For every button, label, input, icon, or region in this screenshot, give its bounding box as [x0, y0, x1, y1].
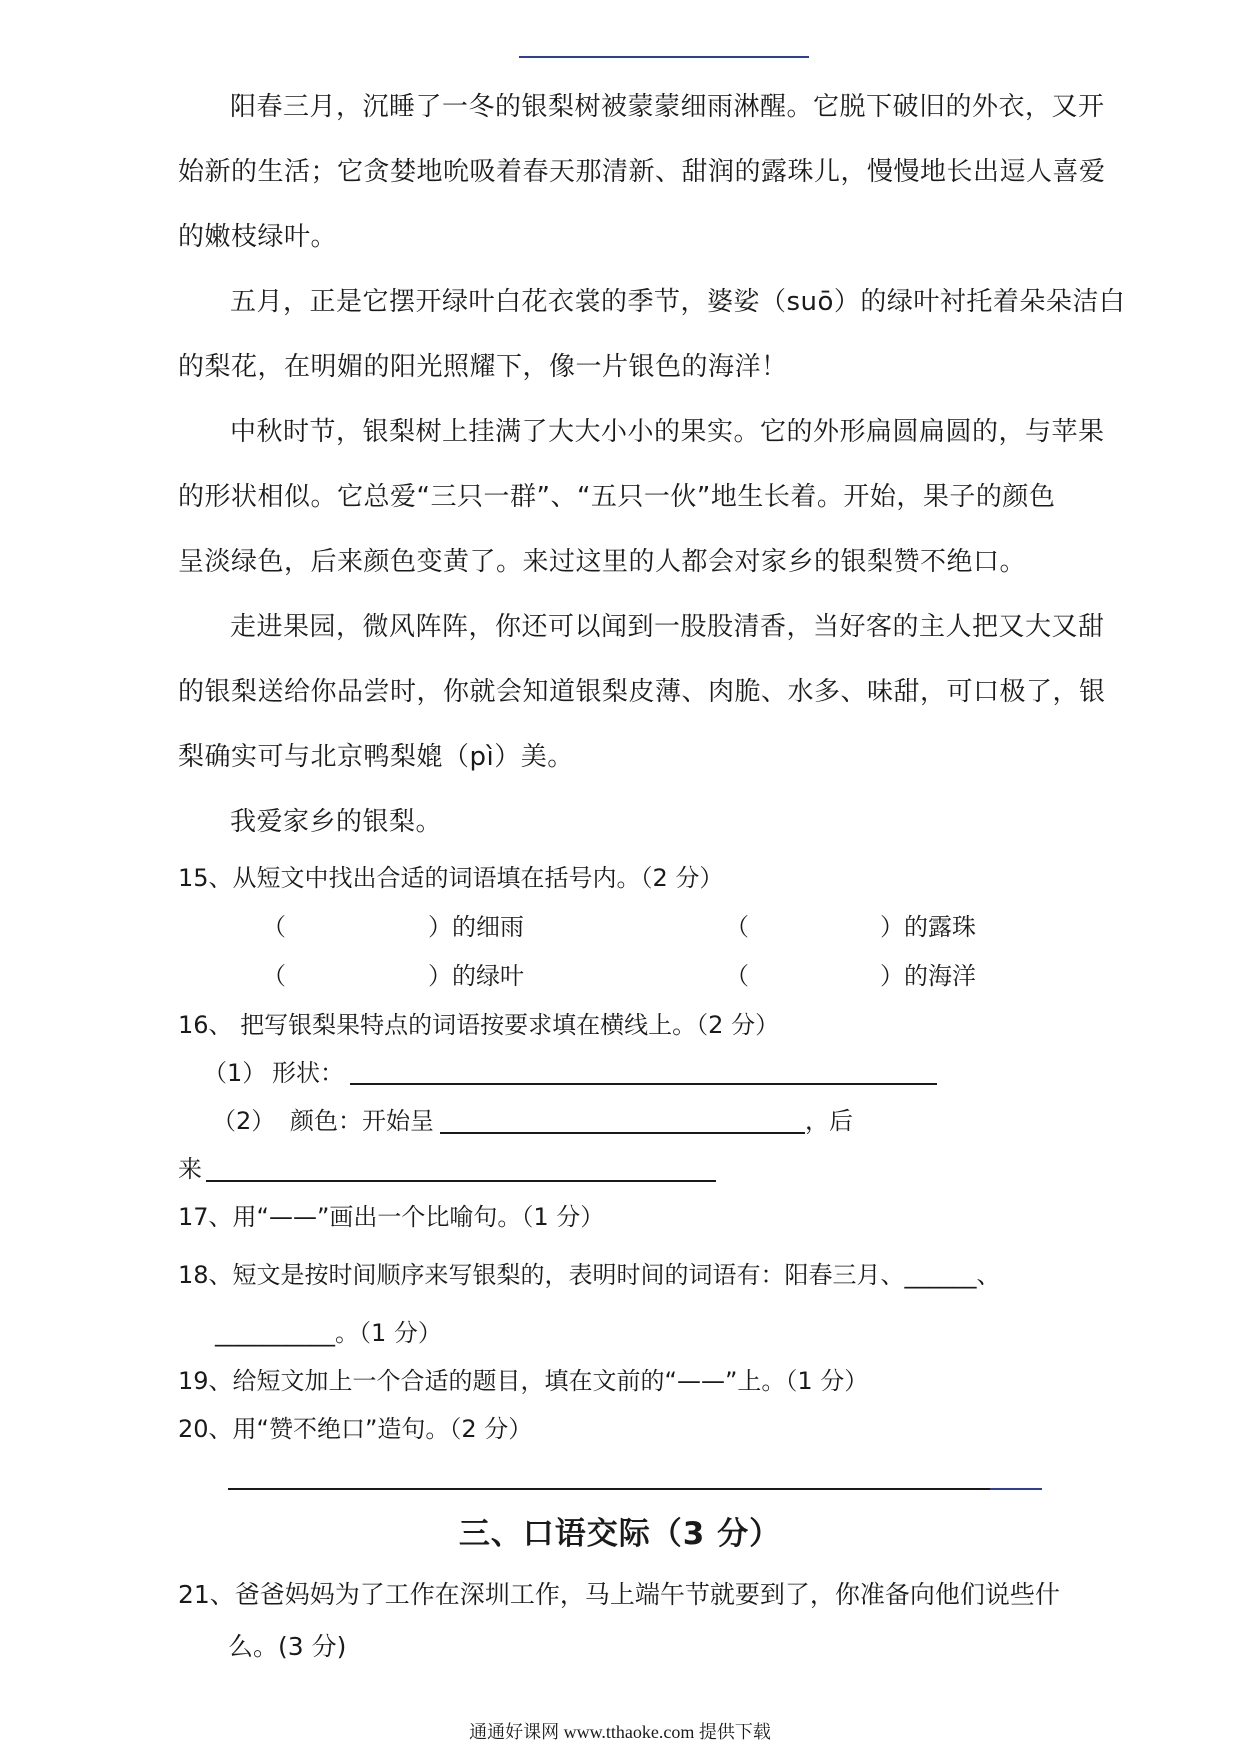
q16-shape-answer-line[interactable] — [350, 1083, 937, 1085]
question-18: 18、短文是按时间顺序来写银梨的，表明时间的词语有：阳春三月、______、 — [178, 1261, 1001, 1289]
q16-color-later-answer-line[interactable] — [206, 1180, 716, 1182]
q20-answer-line[interactable] — [228, 1488, 990, 1490]
question-17: 17、用“——”画出一个比喻句。（1 分） — [178, 1203, 605, 1231]
q20-answer-line-end — [990, 1488, 1042, 1490]
passage-line-5: 的梨花，在明媚的阳光照耀下，像一片银色的海洋！ — [178, 352, 788, 382]
passage-line-3: 的嫩枝绿叶。 — [178, 222, 338, 252]
q16-item2-end: 来 — [178, 1155, 202, 1183]
q15-blank-open-2: （ — [725, 913, 749, 941]
passage-line-2: 始新的生活；它贪婪地吮吸着春天那清新、甜润的露珠儿，慢慢地长出逗人喜爱 — [178, 157, 1106, 187]
question-21: 21、爸爸妈妈为了工作在深圳工作，马上端午节就要到了，你准备向他们说些什 — [178, 1580, 1060, 1609]
question-18-continued: __________。（1 分） — [215, 1319, 442, 1347]
title-blank-line — [519, 56, 809, 58]
q15-blank-open-1: （ — [262, 913, 286, 941]
footer-credit: 通通好课网 www.tthaoke.com 提供下载 — [469, 1722, 771, 1742]
passage-line-8: 呈淡绿色，后来颜色变黄了。来过这里的人都会对家乡的银梨赞不绝口。 — [178, 547, 1027, 577]
q16-item1-label: 形状： — [272, 1059, 344, 1087]
q16-color-start-answer-line[interactable] — [440, 1132, 805, 1134]
q16-item2-number: （2） — [212, 1107, 276, 1135]
q15-blank-open-3: （ — [262, 962, 286, 990]
q15-blank-close-3: ）的绿叶 — [428, 962, 524, 990]
passage-line-7: 的形状相似。它总爱“三只一群”、“五只一伙”地生长着。开始，果子的颜色 — [178, 482, 1056, 512]
question-15: 15、从短文中找出合适的词语填在括号内。（2 分） — [178, 864, 724, 892]
passage-line-10: 的银梨送给你品尝时，你就会知道银梨皮薄、肉脆、水多、味甜，可口极了，银 — [178, 677, 1106, 707]
q15-blank-open-4: （ — [725, 962, 749, 990]
passage-line-9: 走进果园，微风阵阵，你还可以闻到一股股清香，当好客的主人把又大又甜 — [230, 612, 1105, 642]
q15-blank-close-2: ）的露珠 — [880, 913, 976, 941]
q15-blank-close-4: ）的海洋 — [880, 962, 976, 990]
q16-item2-label: 颜色：开始呈 — [290, 1107, 434, 1135]
passage-line-6: 中秋时节，银梨树上挂满了大大小小的果实。它的外形扁圆扁圆的，与苹果 — [230, 417, 1105, 447]
q16-item2-mid: ，后 — [805, 1107, 853, 1135]
question-16: 16、 把写银梨果特点的词语按要求填在横线上。（2 分） — [178, 1011, 780, 1039]
passage-line-4: 五月，正是它摆开绿叶白花衣裳的季节，婆娑（suō）的绿叶衬托着朵朵洁白 — [230, 287, 1126, 317]
question-19: 19、给短文加上一个合适的题目，填在文前的“——”上。（1 分） — [178, 1367, 869, 1395]
section-3-heading: 三、口语交际（3 分） — [458, 1516, 782, 1552]
q16-item1-number: （1） — [203, 1059, 267, 1087]
passage-line-1: 阳春三月，沉睡了一冬的银梨树被蒙蒙细雨淋醒。它脱下破旧的外衣，又开 — [230, 92, 1105, 122]
question-20: 20、用“赞不绝口”造句。（2 分） — [178, 1415, 533, 1443]
q15-blank-close-1: ）的细雨 — [428, 913, 524, 941]
question-21-continued: 么。(3 分) — [228, 1632, 347, 1661]
passage-line-12: 我爱家乡的银梨。 — [230, 807, 443, 837]
passage-line-11: 梨确实可与北京鸭梨媲（pì）美。 — [178, 742, 574, 772]
